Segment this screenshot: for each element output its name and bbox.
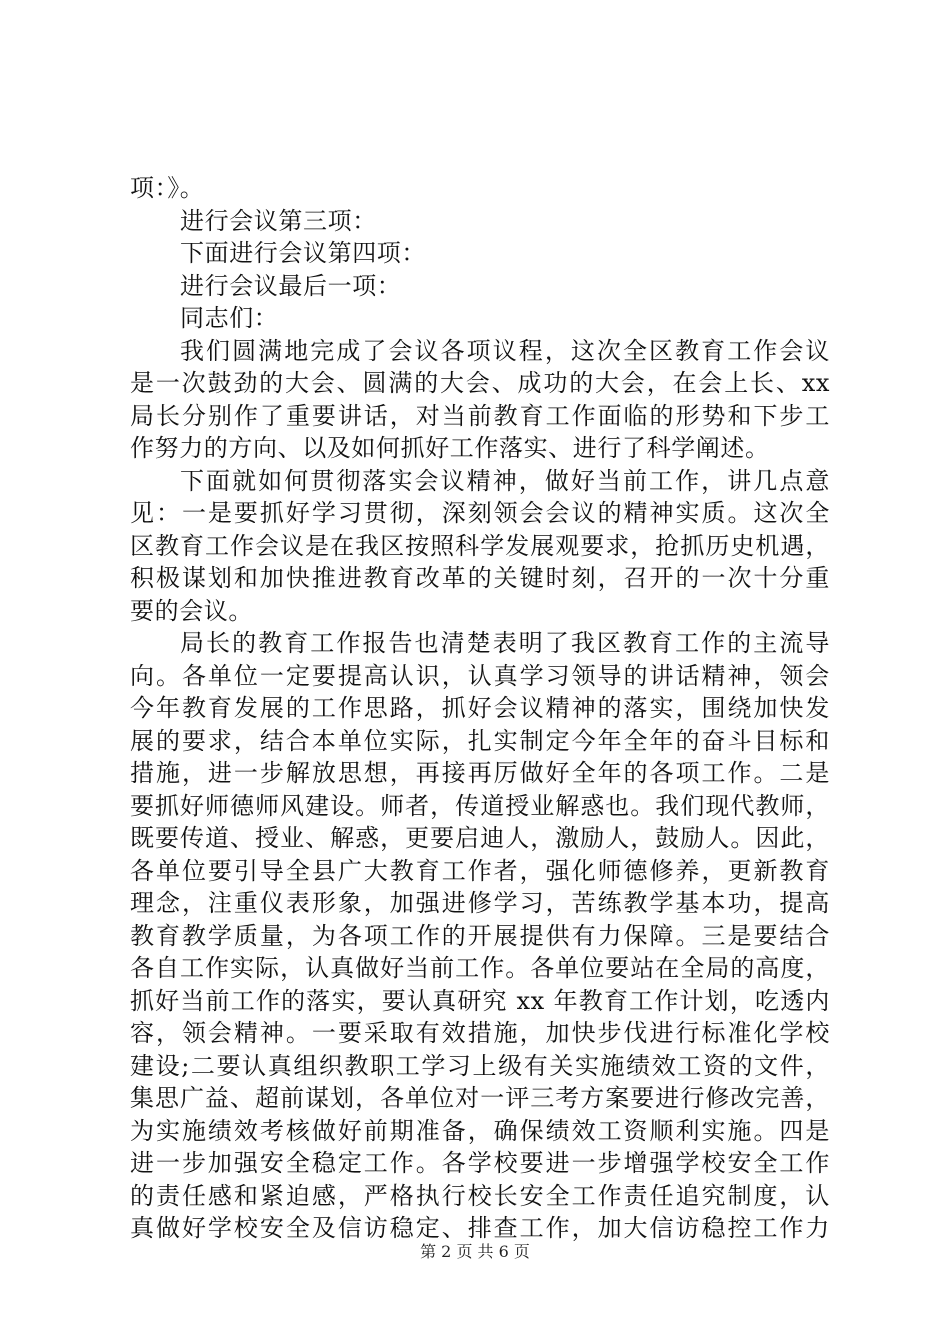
text-line: 作努力的方向、以及如何抓好工作落实、进行了科学阐述。	[130, 434, 770, 462]
text-line: 既要传道、授业、解惑，更要启迪人，激励人，鼓励人。因此，	[130, 824, 830, 852]
text-line: 要的会议。	[130, 596, 253, 625]
text-line: 向。各单位一定要提高认识，认真学习领导的讲话精神，领会	[130, 661, 830, 690]
text-line: 下面进行会议第四项：	[180, 239, 426, 267]
text-line: 容，领会精神。一要采取有效措施，加快步伐进行标准化学校	[130, 1019, 830, 1047]
text-line: 是一次鼓劲的大会、圆满的大会、成功的大会，在会上长、xx	[130, 369, 830, 397]
text-line: 进一步加强安全稳定工作。各学校要进一步增强学校安全工作	[130, 1149, 830, 1177]
text-line: 理念，注重仪表形象，加强进修学习，苦练教学基本功，提高	[130, 889, 830, 917]
text-line: 展的要求，结合本单位实际，扎实制定今年全年的奋斗目标和	[130, 726, 830, 755]
text-line: 各单位要引导全县广大教育工作者，强化师德修养，更新教育	[130, 856, 830, 885]
text-line: 同志们：	[180, 304, 279, 332]
text-line: 见：一是要抓好学习贯彻，深刻领会会议的精神实质。这次全	[130, 499, 830, 527]
text-line: 我们圆满地完成了会议各项议程，这次全区教育工作会议	[180, 336, 830, 365]
text-line: 进行会议最后一项：	[180, 271, 402, 300]
text-line: 教育教学质量，为各项工作的开展提供有力保障。三是要结合	[130, 921, 830, 950]
text-line: 集思广益、超前谋划，各单位对一评三考方案要进行修改完善，	[130, 1084, 830, 1112]
page-number-footer: 第 2 页 共 6 页	[420, 1242, 530, 1261]
text-line: 抓好当前工作的落实，要认真研究 xx 年教育工作计划，吃透内	[130, 986, 830, 1015]
text-line: 建设;二要认真组织教职工学习上级有关实施绩效工资的文件，	[130, 1051, 830, 1080]
text-line: 为实施绩效考核做好前期准备，确保绩效工资顺利实施。四是	[130, 1116, 830, 1145]
text-line: 措施，进一步解放思想，再接再厉做好全年的各项工作。二是	[130, 759, 830, 787]
text-line: 进行会议第三项：	[180, 206, 377, 235]
text-line: 项：》。	[130, 174, 205, 202]
text-line: 积极谋划和加快推进教育改革的关键时刻，召开的一次十分重	[130, 564, 830, 592]
text-line: 要抓好师德师风建设。师者，传道授业解惑也。我们现代教师，	[130, 791, 830, 820]
text-line: 今年教育发展的工作思路，抓好会议精神的落实，围绕加快发	[130, 694, 830, 722]
text-line: 的责任感和紧迫感，严格执行校长安全工作责任追究制度，认	[130, 1181, 830, 1210]
text-line: 局长分别作了重要讲话，对当前教育工作面临的形势和下步工	[130, 401, 830, 430]
document-body	[130, 172, 830, 1245]
text-line: 下面就如何贯彻落实会议精神，做好当前工作，讲几点意	[180, 466, 830, 495]
text-line: 区教育工作会议是在我区按照科学发展观要求，抢抓历史机遇，	[130, 531, 830, 560]
text-line: 真做好学校安全及信访稳定、排查工作，加大信访稳控工作力	[130, 1214, 830, 1242]
text-line: 局长的教育工作报告也清楚表明了我区教育工作的主流导	[180, 629, 830, 657]
text-line: 各自工作实际，认真做好当前工作。各单位要站在全局的高度，	[130, 954, 830, 982]
